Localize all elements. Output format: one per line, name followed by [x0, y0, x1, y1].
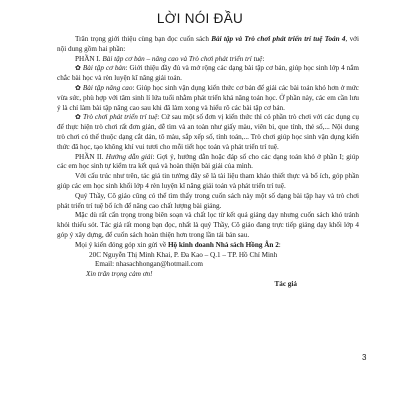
intro-text-end: , với nội dung gồm hai phần: — [57, 35, 359, 53]
part2-label: PHẦN II. — [75, 152, 106, 161]
advanced-label: Bài tập nâng cao — [80, 83, 133, 92]
contact-prefix: Mọi ý kiến đóng góp xin gửi về — [75, 240, 168, 249]
publisher-name: Hộ kinh doanh Nhà sách Hồng Ân 2 — [167, 240, 279, 249]
basic-exercises-paragraph — [57, 64, 359, 84]
part2-text: : Gợi ý, hướng dẫn hoặc đáp số cho các dạng toán khó ở phần I; giúp các em học sinh tự kiểm tra kết quả và hoàn thiện bài giải của mình. — [57, 152, 359, 171]
book-title: Bài tập và Trò chơi phát triển trí tuệ Toán 4 — [211, 35, 346, 43]
part1-colon: : — [262, 54, 265, 63]
part2-paragraph — [57, 153, 359, 173]
author-signature: Tác giả — [274, 279, 297, 288]
advanced-exercises-paragraph — [57, 84, 359, 113]
games-text: : Cứ sau một số đơn vị kiến thức thì có phần trò chơi với các dụng cụ để thực hiện trò chơi rất đơn giản, dễ tìm và an toàn như giấy màu, viên bi, que tính, thẻ số,... Nội dung trò chơi có thể thuộc dạng cắt dán, tô màu, sắp xếp số, tính toán,... Trò chơi giúp học sinh vận dụng kiến thức đã học, tạo không khí vui tươi cho mỗi tiết học toán và phát triển trí tuệ. — [57, 113, 359, 151]
contact-colon: : — [278, 240, 281, 249]
games-label: Trò chơi phát triển trí tuệ — [81, 113, 158, 122]
teachers-paragraph: Quý Thầy, Cô giáo cũng có thể tìm thấy trong cuốn sách này một số dạng bài tập hay và trò chơi phát triển trí tuệ bổ ích để nâng cao chất lượng bài giảng. — [57, 191, 359, 210]
part1-label: PHẦN I. — [75, 54, 103, 63]
flower-bullet-icon: ✿ — [75, 113, 82, 122]
contact-paragraph — [57, 241, 359, 251]
flower-bullet-icon: ✿ — [75, 83, 81, 92]
part1-name: Bài tập cơ bản – nâng cao và Trò chơi phát triển trí tuệ — [102, 54, 263, 63]
games-paragraph — [57, 113, 359, 152]
part2-name: Hướng dẫn giải — [105, 152, 153, 161]
page-number: 3 — [362, 353, 367, 362]
basic-label: Bài tập cơ bản — [80, 64, 126, 73]
intro-paragraph — [57, 35, 359, 55]
part1-heading — [57, 55, 359, 65]
publisher-email: Email: nhasachhongan@hotmail.com — [95, 260, 204, 269]
page-title: LỜI NÓI ĐẦU — [156, 11, 244, 26]
basic-text: : Giới thiệu đầy đủ và mở rộng các dạng bài tập cơ bản, giúp học sinh lớp 4 nắm chắc bài học và rèn luyện kĩ năng giải toán. — [57, 64, 359, 83]
advanced-text: : Giúp học sinh vận dụng kiến thức cơ bản để giải các bài toán khó hơn ở mức vừa sức, phù hợp với tâm sinh lí lứa tuổi nhằm phát triển khả năng toán học. Ở phần này, các em cần lưu ý là chỉ làm bài tập nâng cao sau khi đã làm xong và hiểu rõ các bài tập cơ bản. — [57, 83, 359, 112]
publisher-address: 20C Nguyễn Thị Minh Khai, P. Đa Kao – Q.1 – TP. Hồ Chí Minh — [89, 250, 278, 259]
intro-text: Trân trọng giới thiệu cùng bạn đọc cuốn sách — [75, 35, 212, 43]
thanks-line: Xin trân trọng cảm ơn! — [86, 270, 153, 279]
preface-body — [57, 35, 359, 290]
feedback-paragraph: Mặc dù rất cẩn trọng trong biên soạn và chất lọc từ kết quả giảng dạy nhưng cuốn sách khó tránh khỏi thiếu sót. Tác giả rất mong bạn đọc, nhất là quý Thầy, Cô giáo đang trực tiếp giảng dạy khối lớp 4 góp ý xây dựng, để cuốn sách hoàn thiện hơn trong lần tái bản sau. — [57, 211, 359, 239]
features-paragraph: Với cấu trúc như trên, tác giả tin tưởng đây sẽ là tài liệu tham khảo thiết thực và bổ ích, góp phần giúp các em học sinh khối lớp 4 rèn luyện kĩ năng giải toán và phát triển trí tuệ. — [57, 172, 359, 190]
flower-bullet-icon: ✿ — [75, 64, 81, 73]
